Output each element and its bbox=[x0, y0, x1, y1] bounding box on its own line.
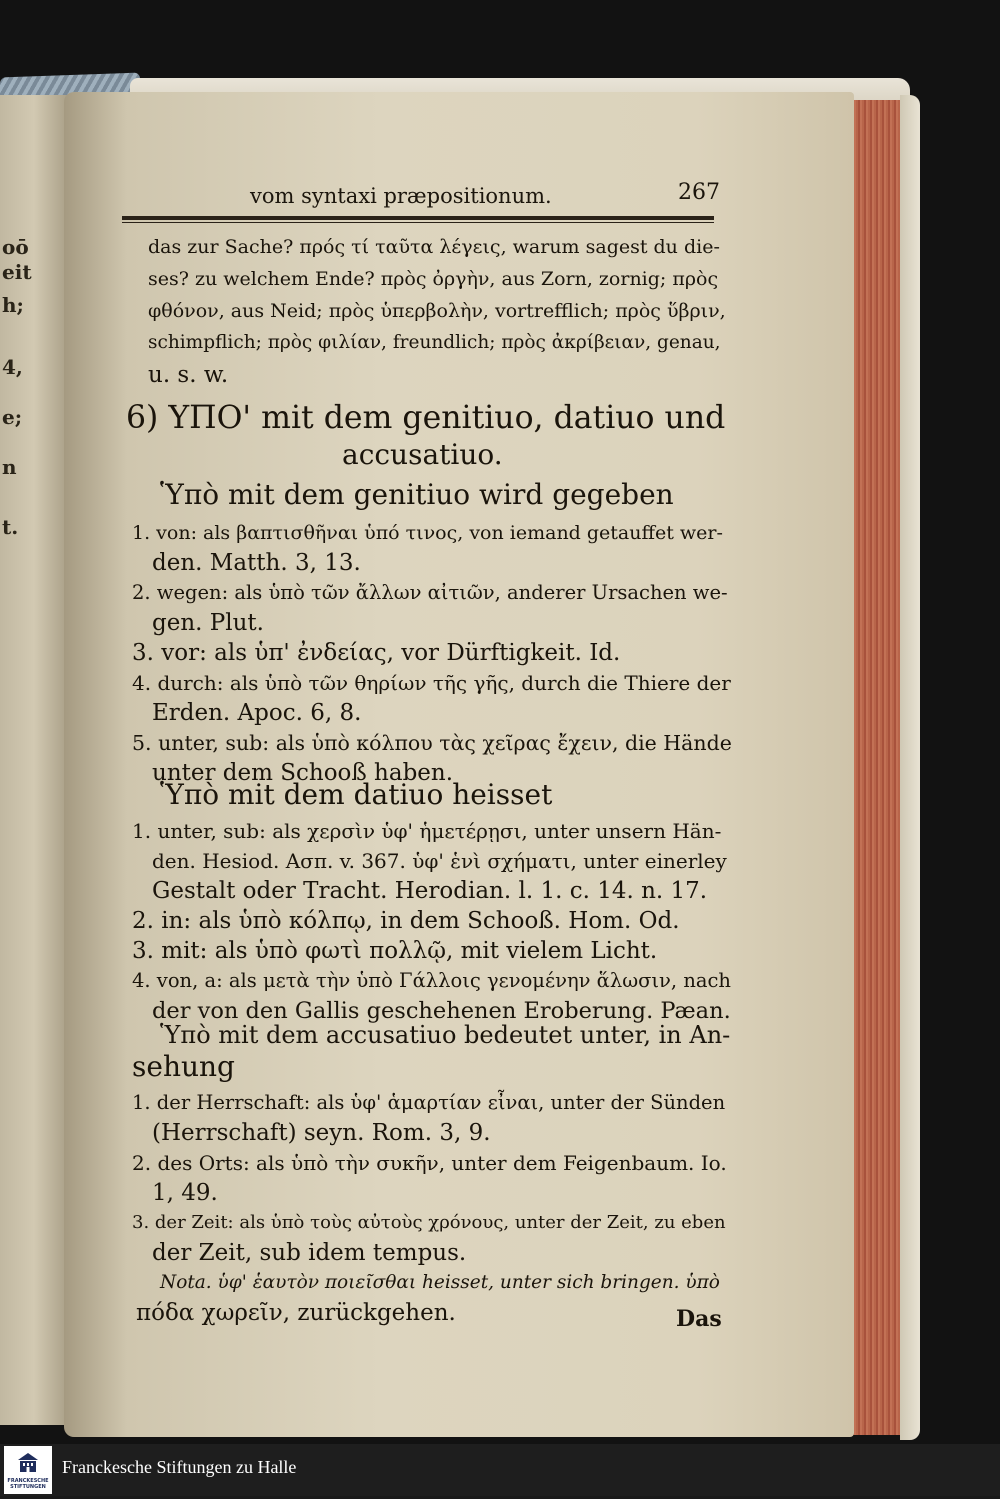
text-line: 5. unter, sub: als ὑπὸ κόλπου τὰς χεῖρας ἔχειν, die Hände bbox=[132, 731, 732, 755]
text-line: Gestalt oder Tracht. Herodian. l. 1. c. 14. n. 17. bbox=[152, 878, 708, 904]
text-line: 3. mit: als ὑπὸ φωτὶ πολλῷ, mit vielem Licht. bbox=[132, 938, 658, 964]
left-fragment: 4, bbox=[2, 355, 23, 379]
text-line: φθόνον, aus Neid; πρὸς ὑπερβολὴν, vortrefflich; πρὸς ὕβριν, bbox=[148, 300, 726, 322]
text-line: 2. wegen: als ὑπὸ τῶν ἄλλων αἰτιῶν, anderer Ursachen we- bbox=[132, 581, 728, 604]
text-line: den. Matth. 3, 13. bbox=[152, 550, 361, 576]
left-fragment: e; bbox=[2, 405, 23, 429]
text-line: 4. durch: als ὑπὸ τῶν θηρίων τῆς γῆς, durch die Thiere der bbox=[132, 671, 731, 695]
text-line: πόδα χωρεῖν, zurückgehen. bbox=[136, 1300, 456, 1326]
text-line: 1. der Herrschaft: als ὑφ' ἁμαρτίαν εἶναι, unter der Sünden bbox=[132, 1091, 726, 1114]
text-line: den. Hesiod. Ασπ. v. 367. ὑφ' ἑνὶ σχήματι, unter einerley bbox=[152, 849, 727, 873]
text-line: der von den Gallis geschehenen Eroberung. Pæan. bbox=[152, 998, 731, 1024]
left-fragment: t. bbox=[2, 515, 19, 539]
text-line: (Herrschaft) seyn. Rom. 3, 9. bbox=[152, 1120, 491, 1146]
left-page-edge bbox=[0, 95, 70, 1425]
text-line: 2. in: als ὑπὸ κόλπῳ, in dem Schooß. Hom. Od. bbox=[132, 908, 680, 934]
page-number: 267 bbox=[678, 180, 720, 205]
institution-logo bbox=[4, 1446, 52, 1494]
text-line: 2. des Orts: als ὑπὸ τὴν συκῆν, unter dem Feigenbaum. Io. bbox=[132, 1151, 727, 1175]
head-rule-thin bbox=[122, 222, 714, 223]
text-line: Erden. Apoc. 6, 8. bbox=[152, 700, 362, 726]
text-line: 1. von: als βαπτισθῆναι ὑπό τινος, von iemand getauffet wer- bbox=[132, 522, 723, 544]
running-head bbox=[250, 180, 720, 210]
subheading-accusative-cont: sehung bbox=[132, 1050, 235, 1083]
subheading-dative: Ὑπὸ mit dem datiuo heisset bbox=[160, 778, 553, 811]
text-line: schimpflich; πρὸς φιλίαν, freundlich; πρὸς ἀκρίβειαν, genau, bbox=[148, 332, 721, 353]
left-fragment: h; bbox=[2, 293, 24, 317]
institution-name: Franckesche Stiftungen zu Halle bbox=[62, 1457, 297, 1477]
subheading-accusative: Ὑπὸ mit dem accusatiuo bedeutet unter, in An- bbox=[160, 1021, 731, 1049]
text-line: gen. Plut. bbox=[152, 610, 264, 636]
book-cover-right bbox=[900, 95, 920, 1440]
left-fragment: oō bbox=[2, 235, 29, 259]
section-heading-cont: accusatiuo. bbox=[342, 438, 503, 471]
text-line: 4. von, a: als μετὰ τὴν ὑπὸ Γάλλοις γενομένην ἅλωσιν, nach bbox=[132, 969, 731, 992]
text-line: 3. vor: als ὑπ' ἐνδείας, vor Dürftigkeit. Id. bbox=[132, 640, 621, 666]
text-line: 1, 49. bbox=[152, 1180, 218, 1206]
footer-bar bbox=[0, 1444, 1000, 1496]
text-line: 1. unter, sub: als χερσὶν ὑφ' ἡμετέρῃσι, unter unsern Hän- bbox=[132, 819, 722, 843]
note-line: Nota. ὑφ' ἑαυτὸν ποιεῖσθαι heisset, unter sich bringen. ὑπὸ bbox=[160, 1272, 720, 1293]
running-head-title: vom syntaxi præpositionum. bbox=[250, 184, 552, 208]
section-heading: 6) ΥΠΟ' mit dem genitiuo, datiuo und bbox=[126, 400, 726, 436]
subheading-genitive: Ὑπὸ mit dem genitiuo wird gegeben bbox=[160, 478, 674, 511]
logo-label: FRANCKESCHE STIFTUNGEN bbox=[7, 1478, 49, 1490]
text-line: das zur Sache? πρός τί ταῦτα λέγεις, warum sagest du die- bbox=[148, 236, 720, 258]
left-fragment: n bbox=[2, 455, 17, 479]
head-rule bbox=[122, 216, 714, 220]
text-line: ses? zu welchem Ende? πρὸς ὀργὴν, aus Zorn, zornig; πρὸς bbox=[148, 268, 719, 290]
catchword: Das bbox=[676, 1306, 722, 1332]
text-line: 3. der Zeit: als ὑπὸ τοὺς αὐτοὺς χρόνους, unter der Zeit, zu eben bbox=[132, 1212, 726, 1233]
left-fragment: eit bbox=[2, 260, 32, 284]
text-line: unter dem Schooß haben. bbox=[152, 760, 454, 786]
text-line: u. s. w. bbox=[148, 362, 229, 388]
text-line: der Zeit, sub idem tempus. bbox=[152, 1240, 467, 1266]
building-icon bbox=[17, 1452, 39, 1474]
